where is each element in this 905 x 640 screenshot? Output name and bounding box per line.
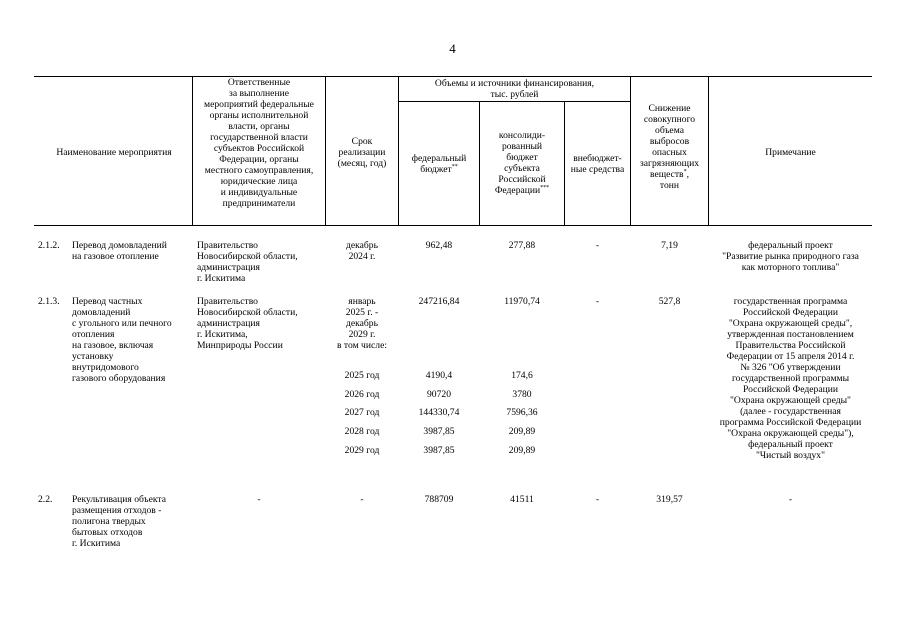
header-responsible-line: за выполнение	[229, 88, 289, 99]
row-responsible	[197, 240, 325, 284]
header-federal-line	[399, 164, 479, 175]
row-federal: 962,48	[425, 240, 453, 251]
row-name-line: г. Искитима	[72, 538, 121, 549]
row-term	[326, 296, 398, 351]
row-term-line: 2029 г.	[348, 329, 376, 340]
row-note-line: "Охрана окружающей среды"),	[727, 428, 854, 439]
row-note-line: программа Российской Федерации	[719, 417, 862, 428]
row-note-line: государственная программа	[733, 296, 848, 307]
row-name-line: бытовых отходов	[72, 527, 143, 538]
header-extrabudget	[565, 153, 630, 175]
row-name-line: с угольного или печного	[72, 318, 172, 329]
row-extrabudget: -	[595, 240, 600, 251]
year-federal: 3987,85	[423, 426, 455, 437]
row-responsible-line: Правительство	[197, 240, 258, 251]
year-consolidated: 209,89	[508, 445, 536, 456]
header-consolidated	[480, 130, 564, 196]
row-name-line: внутридомового	[72, 362, 139, 373]
row-name	[72, 296, 194, 384]
header-extrabudget-line: ные средства	[570, 164, 625, 175]
row-note-line: № 326 "Об утверждении	[740, 362, 841, 373]
row-term-line: 2025 г. -	[345, 307, 379, 318]
year-federal: 90720	[427, 389, 451, 400]
header-extrabudget-line: внебюджет-	[573, 153, 622, 164]
footnote-mark: ***	[540, 184, 550, 191]
header-financing-line: тыс. рублей	[490, 89, 539, 100]
row-responsible-line: Новосибирской области,	[197, 251, 298, 262]
year-consolidated: 209,89	[508, 426, 536, 437]
header-responsible-line: местного самоуправления,	[204, 165, 314, 176]
header-reduction-line: опасных	[652, 147, 687, 158]
header-responsible-line: юридические лица	[220, 176, 298, 187]
header-reduction-line: загрязняющих	[639, 158, 699, 169]
row-note-line: Российской Федерации	[743, 307, 838, 318]
year-consolidated: 7596,36	[506, 407, 538, 418]
year-label: 2026 год	[344, 389, 380, 400]
row-note-line: федеральный проект	[748, 240, 833, 251]
row-name-line: отопления	[72, 329, 115, 340]
row-reduction: 319,57	[656, 494, 683, 505]
header-financing	[399, 78, 630, 100]
row-note-line: (далее - государственная	[740, 406, 841, 417]
row-note	[709, 296, 872, 461]
header-responsible	[193, 77, 325, 209]
row-note-line: Федерации от 15 апреля 2014 г.	[726, 351, 855, 362]
header-responsible-line: и индивидуальные	[220, 187, 298, 198]
header-federal-word: бюджет	[420, 164, 452, 175]
header-consolidated-line	[480, 185, 564, 196]
row-name-line: размещения отходов -	[72, 505, 162, 516]
row-term	[326, 240, 398, 262]
row-reduction: 527,8	[658, 296, 681, 307]
row-extrabudget: -	[595, 494, 600, 505]
row-reduction: 7,19	[661, 240, 678, 251]
row-responsible: -	[257, 494, 261, 505]
row-note-line: Правительства Российской	[735, 340, 846, 351]
header-financing-underline	[398, 101, 630, 102]
header-term-line: реализации	[338, 147, 386, 158]
row-name-line: на газовое, включая	[72, 340, 154, 351]
row-extrabudget: -	[595, 296, 600, 307]
row-number: 2.2.	[38, 494, 53, 505]
row-name-line: Перевод домовладений	[72, 240, 167, 251]
header-responsible-line: государственной власти	[210, 132, 308, 143]
header-consolidated-line: консолиди-	[498, 130, 546, 141]
year-federal: 4190,4	[425, 370, 453, 381]
footnote-mark: **	[451, 163, 458, 170]
row-name-line: Перевод частных	[72, 296, 143, 307]
row-responsible-line: Правительство	[197, 296, 258, 307]
header-responsible-line: органы исполнительной	[209, 110, 309, 121]
row-term-line: январь	[348, 296, 376, 307]
header-note: Примечание	[765, 147, 816, 158]
row-note: -	[788, 494, 793, 505]
year-label: 2027 год	[344, 407, 380, 418]
header-responsible-line: предприниматели	[222, 198, 296, 209]
row-responsible	[197, 296, 325, 351]
year-label: 2025 год	[344, 370, 380, 381]
row-consolidated: 11970,74	[504, 296, 540, 307]
row-term-line: декабрь	[346, 318, 378, 329]
row-name-line: Рекультивация объекта	[72, 494, 166, 505]
row-name-line: газового оборудования	[72, 373, 166, 384]
header-financing-line: Объемы и источники финансирования,	[434, 78, 595, 89]
header-federal	[399, 153, 479, 175]
header-reduction-line: тонн	[659, 180, 680, 191]
year-federal: 3987,85	[423, 445, 455, 456]
row-name	[72, 240, 192, 262]
row-responsible-line: администрация	[197, 262, 260, 273]
header-term	[326, 136, 398, 169]
year-label: 2029 год	[344, 445, 380, 456]
row-responsible-line: Новосибирской области,	[197, 307, 298, 318]
row-term: -	[360, 494, 364, 505]
header-reduction-line: выбросов	[649, 136, 690, 147]
header-reduction-word: веществ	[649, 169, 684, 180]
header-consolidated-word: Федерации	[494, 185, 541, 196]
row-note-line: "Чистый воздух"	[756, 450, 825, 461]
row-note-line: утвержденная постановлением	[727, 329, 854, 340]
row-number: 2.1.3.	[38, 296, 60, 307]
header-reduction-comma: ,	[686, 169, 689, 180]
year-federal: 144330,74	[418, 407, 460, 418]
header-reduction-line: Снижение	[648, 103, 691, 114]
header-responsible-line: субъектов Российской	[213, 143, 305, 154]
header-consolidated-line: рованный	[501, 141, 543, 152]
row-note-line: "Охрана окружающей среды"	[730, 395, 851, 406]
header-responsible-line: власти, органы	[228, 121, 290, 132]
header-top-border	[34, 76, 872, 77]
header-name: Наименование мероприятия	[56, 147, 172, 158]
row-term-line: в том числе:	[336, 340, 387, 351]
header-term-line: (месяц, год)	[337, 158, 387, 169]
row-note	[709, 240, 872, 273]
row-note-line: "Охрана окружающей среды",	[728, 318, 853, 329]
row-name-line: установку	[72, 351, 114, 362]
row-responsible-line: Минприроды России	[197, 340, 283, 351]
header-term-line: Срок	[351, 136, 373, 147]
row-responsible-line: г. Искитима,	[197, 329, 248, 340]
row-note-line: "Развитие рынка природного газа	[722, 251, 859, 262]
header-reduction-line: объема	[655, 125, 684, 136]
row-note-line: государственной программы	[731, 373, 850, 384]
row-note-line: как моторного топлива"	[741, 262, 840, 273]
row-term-line: 2024 г.	[348, 251, 376, 262]
row-name	[72, 494, 192, 549]
header-reduction-line	[631, 169, 708, 180]
header-federal-line: федеральный	[411, 153, 467, 164]
row-responsible-line: г. Искитима	[197, 273, 246, 284]
year-label: 2028 год	[344, 426, 380, 437]
header-reduction	[631, 103, 708, 191]
footnote-mark: *	[683, 168, 687, 175]
row-federal: 788709	[424, 494, 454, 505]
year-consolidated: 174,6	[511, 370, 533, 381]
header-responsible-line: Ответственные	[227, 77, 291, 88]
header-consolidated-line: Российской	[498, 174, 546, 185]
row-consolidated: 277,88	[508, 240, 536, 251]
header-bottom-border	[34, 225, 872, 226]
header-responsible-line: мероприятий федеральные	[204, 99, 314, 110]
row-federal: 247216,84	[418, 296, 460, 307]
header-consolidated-line: бюджет	[506, 152, 538, 163]
header-reduction-line: совокупного	[643, 114, 696, 125]
row-name-line: на газовое отопление	[72, 251, 159, 262]
row-number: 2.1.2.	[38, 240, 60, 251]
row-name-line: полигона твердых	[72, 516, 146, 527]
header-consolidated-line: субъекта	[504, 163, 540, 174]
row-consolidated: 41511	[510, 494, 534, 505]
year-consolidated: 3780	[512, 389, 532, 400]
page-number: 4	[449, 41, 456, 56]
row-responsible-line: администрация	[197, 318, 260, 329]
header-responsible-line: Федерации, органы	[219, 154, 299, 165]
row-term-line: декабрь	[346, 240, 378, 251]
row-note-line: Российской Федерации	[743, 384, 838, 395]
row-name-line: домовладений	[72, 307, 131, 318]
row-note-line: федеральный проект	[748, 439, 833, 450]
